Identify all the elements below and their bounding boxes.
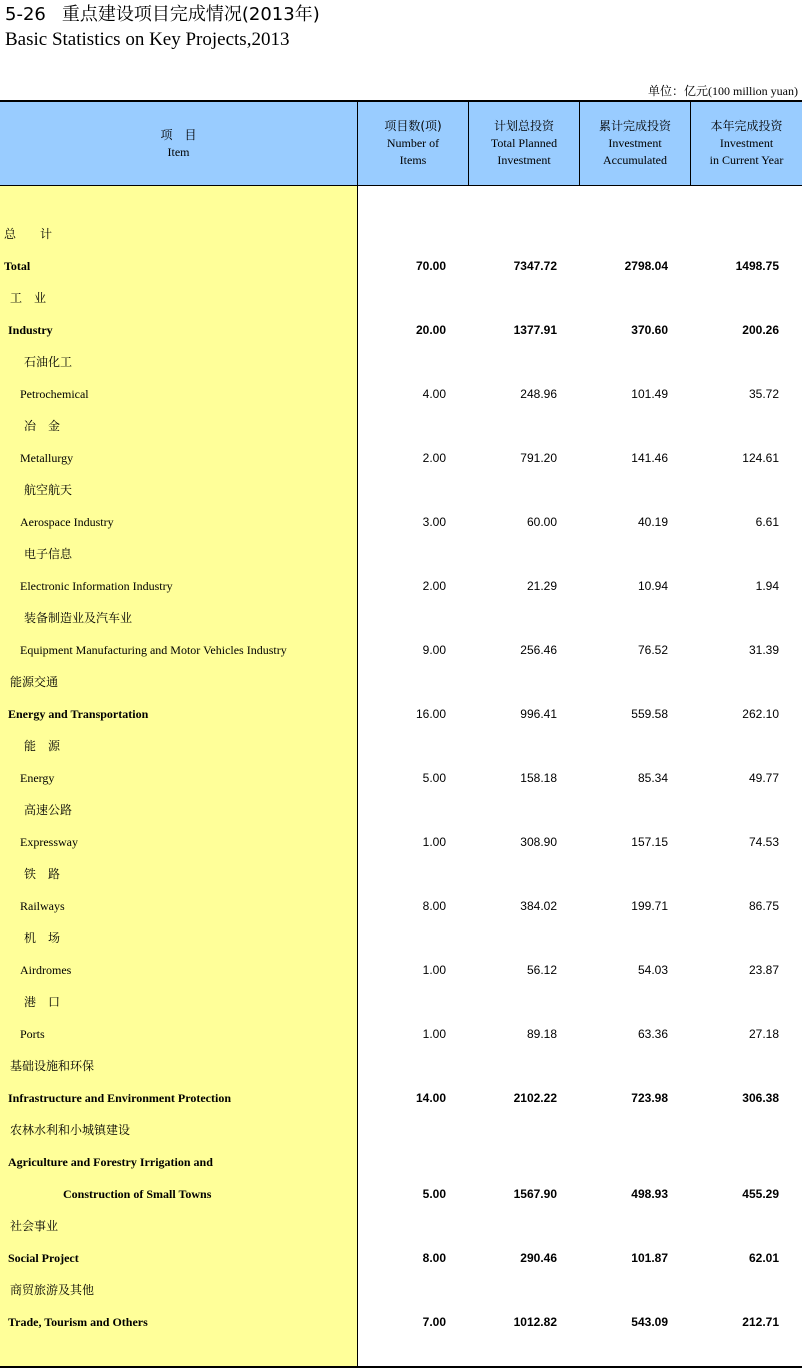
- cell-value: 76.52: [637, 643, 668, 657]
- table-row: [0, 890, 802, 922]
- table-row-label-cn: [0, 346, 802, 378]
- cell-value: 290.46: [520, 1251, 557, 1265]
- table-row: [0, 698, 802, 730]
- table-bottom-rule: [0, 1366, 802, 1368]
- header-col4-en1: Investment: [719, 136, 774, 150]
- cell-value: 308.90: [520, 835, 557, 849]
- cell-value: 16.00: [415, 707, 446, 721]
- page-title-cn: [5, 3, 320, 27]
- row-label-en: Petrochemical: [20, 387, 89, 401]
- header-col3-en2: Accumulated: [603, 153, 667, 167]
- cell-value: 40.19: [637, 515, 668, 529]
- table-row-label-cn: [0, 1114, 802, 1146]
- row-label-en: Trade, Tourism and Others: [8, 1315, 148, 1329]
- cell-value: 31.39: [748, 643, 779, 657]
- cell-value: 141.46: [631, 451, 668, 465]
- cell-value: 996.41: [520, 707, 557, 721]
- cell-value: 5.00: [422, 771, 446, 785]
- header-col4-cn: 本年完成投资: [710, 119, 783, 133]
- row-label-en: Electronic Information Industry: [20, 579, 173, 593]
- cell-value: 212.71: [742, 1315, 779, 1329]
- row-label-cn: 能源交通: [10, 675, 59, 689]
- row-label-cn: 电子信息: [24, 547, 73, 561]
- cell-value: 101.87: [631, 1251, 668, 1265]
- cell-value: 248.96: [520, 387, 557, 401]
- cell-value: 2.00: [422, 451, 446, 465]
- cell-value: 157.15: [631, 835, 668, 849]
- cell-value: 35.72: [748, 387, 779, 401]
- table-row: [0, 1242, 802, 1274]
- table-row-label-cn: [0, 218, 802, 250]
- table-row: [0, 250, 802, 282]
- cell-value: 10.94: [637, 579, 668, 593]
- header-col2-cn: 计划总投资: [493, 119, 554, 133]
- cell-value: 124.61: [742, 451, 779, 465]
- cell-value: 1012.82: [513, 1315, 557, 1329]
- row-label-en: Metallurgy: [20, 451, 74, 465]
- cell-value: 1.00: [422, 835, 446, 849]
- row-label-cn: 航空航天: [24, 483, 73, 497]
- header-bottom-rule: [0, 185, 802, 186]
- header-item: [0, 102, 357, 185]
- cell-value: 256.46: [520, 643, 557, 657]
- cell-value: 14.00: [415, 1091, 446, 1105]
- page-title-en: Basic Statistics on Key Projects,2013: [5, 29, 290, 50]
- cell-value: 199.71: [631, 899, 668, 913]
- unit-label: [648, 82, 798, 99]
- cell-value: 8.00: [422, 899, 446, 913]
- cell-value: 101.49: [631, 387, 668, 401]
- cell-value: 1498.75: [735, 259, 779, 273]
- cell-value: 21.29: [526, 579, 557, 593]
- table-row: [0, 314, 802, 346]
- table-row-label-cn: [0, 474, 802, 506]
- table-row-label-cn: [0, 538, 802, 570]
- header-col4-en2: in Current Year: [709, 153, 784, 167]
- table-row: [0, 1178, 802, 1210]
- header-investment-accumulated: [580, 102, 690, 185]
- row-label-cn: 石油化工: [24, 355, 73, 369]
- cell-value: 63.36: [637, 1027, 668, 1041]
- cell-value: 370.60: [631, 323, 668, 337]
- table-row-label-cn: [0, 858, 802, 890]
- row-label-en: Railways: [20, 899, 65, 913]
- header-col2-en2: Investment: [497, 153, 551, 167]
- table-row: [0, 442, 802, 474]
- cell-value: 6.61: [755, 515, 779, 529]
- row-label-cn: 工 业: [10, 291, 47, 305]
- cell-value: 7.00: [422, 1315, 446, 1329]
- cell-value: 74.53: [748, 835, 779, 849]
- cell-value: 723.98: [631, 1091, 668, 1105]
- table-row-label-cn: [0, 602, 802, 634]
- row-label-cn: 农林水利和小城镇建设: [10, 1123, 131, 1137]
- cell-value: 62.01: [748, 1251, 779, 1265]
- cell-value: 9.00: [422, 643, 446, 657]
- header-col3-en1: Investment: [608, 136, 662, 150]
- table-row-label-cn: [0, 1274, 802, 1306]
- row-label-cn: 能 源: [24, 739, 61, 753]
- unit-en: (100 million yuan): [708, 84, 798, 98]
- cell-value: 306.38: [742, 1091, 779, 1105]
- row-label-en: Construction of Small Towns: [63, 1187, 212, 1201]
- table-row: [0, 634, 802, 666]
- cell-value: 89.18: [526, 1027, 557, 1041]
- header-item-en: Item: [167, 144, 190, 159]
- header-investment-current-year: [691, 102, 802, 185]
- cell-value: 158.18: [520, 771, 557, 785]
- table-row: [0, 1082, 802, 1114]
- cell-value: 27.18: [748, 1027, 779, 1041]
- cell-value: 23.87: [748, 963, 779, 977]
- cell-value: 5.00: [422, 1187, 446, 1201]
- cell-value: 3.00: [422, 515, 446, 529]
- data-table: [0, 100, 802, 1368]
- cell-value: 4.00: [422, 387, 446, 401]
- table-row-label-cn: [0, 730, 802, 762]
- cell-value: 8.00: [422, 1251, 446, 1265]
- row-label-cn: 社会事业: [10, 1219, 59, 1233]
- cell-value: 2.00: [422, 579, 446, 593]
- table-row: [0, 762, 802, 794]
- header-col1-en1: Number of: [386, 136, 440, 150]
- cell-value: 384.02: [520, 899, 557, 913]
- row-label-cn: 港 口: [24, 995, 61, 1009]
- header-col1-en2: Items: [399, 153, 427, 167]
- row-label-en: Equipment Manufacturing and Motor Vehicles Industry: [20, 643, 287, 657]
- cell-value: 2798.04: [624, 259, 668, 273]
- table-row-label-cn: [0, 1050, 802, 1082]
- cell-value: 2102.22: [513, 1091, 557, 1105]
- table-row-label-cn: [0, 922, 802, 954]
- cell-value: 86.75: [748, 899, 779, 913]
- cell-value: 559.58: [631, 707, 668, 721]
- header-col2-en1: Total Planned: [490, 136, 558, 150]
- cell-value: 200.26: [742, 323, 779, 337]
- cell-value: 1.00: [422, 963, 446, 977]
- cell-value: 791.20: [520, 451, 557, 465]
- cell-value: 1377.91: [513, 323, 557, 337]
- cell-value: 1.94: [755, 579, 779, 593]
- row-label-en: Airdromes: [20, 963, 72, 977]
- table-row: [0, 1306, 802, 1338]
- row-label-cn: 铁 路: [24, 867, 61, 881]
- row-label-en: Total: [4, 259, 31, 273]
- row-label-en: Ports: [20, 1027, 45, 1041]
- cell-value: 7347.72: [513, 259, 557, 273]
- cell-value: 20.00: [415, 323, 446, 337]
- cell-value: 56.12: [526, 963, 557, 977]
- row-label-cn: 冶 金: [24, 419, 61, 433]
- header-item-cn: 项 目: [160, 127, 197, 142]
- row-label-cn: 装备制造业及汽车业: [24, 611, 133, 625]
- table-row-label-cn: [0, 986, 802, 1018]
- table-row-label-cn: [0, 282, 802, 314]
- row-label-en: Energy: [20, 771, 55, 785]
- header-col1-cn: 项目数(项): [384, 119, 442, 133]
- unit-cn: 单位：亿元: [647, 84, 708, 98]
- table-row-label-cn: [0, 1210, 802, 1242]
- cell-value: 262.10: [742, 707, 779, 721]
- title-block: [5, 3, 320, 52]
- table-row: [0, 1018, 802, 1050]
- table-row-label-en: [0, 1146, 802, 1178]
- row-label-cn: 商贸旅游及其他: [10, 1283, 95, 1297]
- row-label-en: Expressway: [20, 835, 78, 849]
- table-row-label-cn: [0, 794, 802, 826]
- row-label-en: Agriculture and Forestry Irrigation and: [8, 1155, 213, 1169]
- cell-value: 1567.90: [513, 1187, 557, 1201]
- cell-value: 49.77: [748, 771, 779, 785]
- row-label-en: Industry: [8, 323, 53, 337]
- table-row-label-cn: [0, 666, 802, 698]
- row-label-en: Infrastructure and Environment Protection: [8, 1091, 231, 1105]
- cell-value: 498.93: [631, 1187, 668, 1201]
- title-cn-text: 重点建设项目完成情况(2013年): [61, 4, 320, 25]
- row-label-cn: 基础设施和环保: [10, 1059, 95, 1073]
- table-row-label-cn: [0, 410, 802, 442]
- header-col3-cn: 累计完成投资: [598, 119, 671, 133]
- cell-value: 60.00: [526, 515, 557, 529]
- table-number: 5-26: [5, 4, 46, 25]
- cell-value: 1.00: [422, 1027, 446, 1041]
- row-label-en: Aerospace Industry: [20, 515, 114, 529]
- table-row: [0, 378, 802, 410]
- row-label-en: Social Project: [8, 1251, 79, 1265]
- table-row: [0, 954, 802, 986]
- row-label-en: Energy and Transportation: [8, 707, 149, 721]
- row-label-cn: 机 场: [24, 931, 61, 945]
- row-label-cn: 总 计: [4, 227, 53, 241]
- header-total-planned-investment: [469, 102, 579, 185]
- table-row: [0, 570, 802, 602]
- cell-value: 85.34: [637, 771, 668, 785]
- cell-value: 70.00: [415, 259, 446, 273]
- header-number-of-items: [358, 102, 468, 185]
- cell-value: 455.29: [742, 1187, 779, 1201]
- cell-value: 543.09: [631, 1315, 668, 1329]
- table-row: [0, 506, 802, 538]
- row-label-cn: 高速公路: [24, 803, 73, 817]
- table-row: [0, 826, 802, 858]
- cell-value: 54.03: [637, 963, 668, 977]
